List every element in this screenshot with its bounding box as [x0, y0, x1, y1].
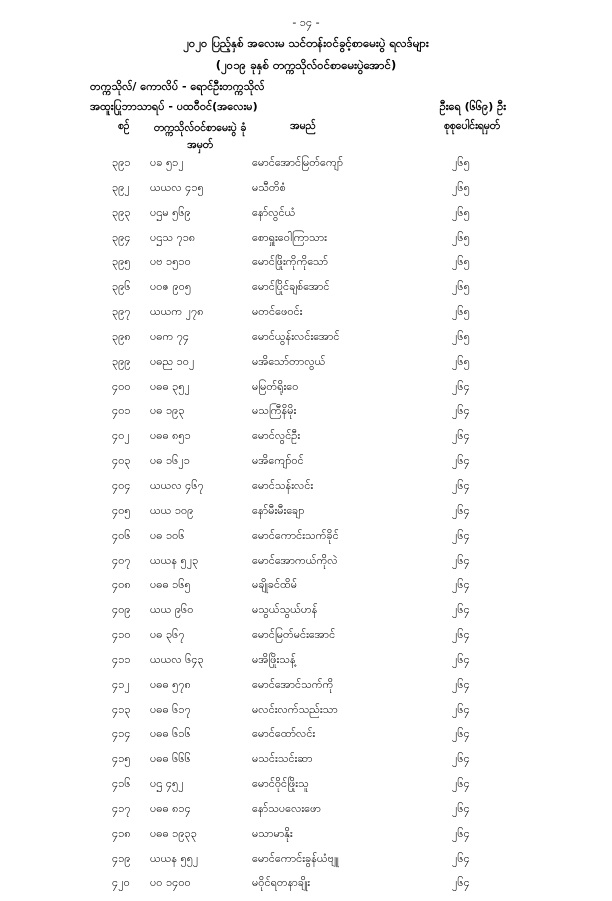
- row-number: ၄၁၉: [112, 851, 131, 865]
- table-row: [0, 703, 612, 728]
- row-subject: ၂၆၄: [452, 603, 470, 617]
- row-subject: ၂၆၄: [452, 826, 470, 840]
- table-row: [0, 678, 612, 703]
- row-subject: ၂၆၄: [452, 702, 470, 716]
- row-name: စောရှူးဝေါကြာသား: [252, 230, 327, 244]
- row-subject: ၂၆၅: [452, 230, 470, 244]
- row-code: ပဓဓ ၁၆၅: [150, 578, 191, 592]
- row-code: ပဓဓ ၆၁၇: [150, 702, 191, 716]
- row-code: ယယလ ၄၁၅: [150, 180, 204, 194]
- row-name: မလင်းလက်သည်းသာ: [252, 702, 338, 716]
- table-row: [0, 554, 612, 579]
- row-code: ပဓဓ ၈၁၄: [150, 801, 191, 815]
- row-subject: ၂၆၄: [452, 429, 470, 443]
- row-name: မချိုခင်ထိမ်: [252, 578, 297, 592]
- table-row: [0, 727, 612, 752]
- university-label: တက္ကသိုလ်/ ကောလိပ် - ရောင်ဦးတက္ကသိုလ်: [90, 80, 265, 93]
- row-number: ၄၀၀: [112, 379, 131, 393]
- row-code: ပဌ ၄၅၂: [150, 777, 184, 791]
- row-name: မအိသော်တာလွယ်: [252, 354, 326, 368]
- row-number: ၄၀၃: [112, 454, 131, 468]
- row-name: မသင်းသင်းဆာ: [252, 752, 313, 766]
- row-number: ၃၉၃: [112, 205, 131, 219]
- row-code: ပဓဓ ၆၁၆: [150, 727, 191, 741]
- row-number: ၄၀၆: [112, 528, 131, 542]
- row-code: ပဓဓ ၆၆၆: [150, 752, 191, 766]
- row-number: ၃၉၂: [112, 180, 130, 194]
- row-subject: ၂၆၅: [452, 156, 470, 169]
- row-number: ၄၁၃: [112, 702, 131, 716]
- table-row: [0, 280, 612, 305]
- header-no: စဉ်: [118, 120, 130, 132]
- table-row: [0, 802, 612, 827]
- table-row: [0, 777, 612, 802]
- table-row: [0, 504, 612, 529]
- row-name: နော်လွင်ယံ: [252, 205, 296, 219]
- row-code: ပဓည ၁၀၂: [150, 354, 195, 368]
- row-code: ယယလ ၆၄၃: [150, 652, 204, 666]
- row-subject: ၂၆၄: [452, 876, 470, 890]
- row-subject: ၂၆၄: [452, 454, 470, 468]
- row-name: မောင်ဝိုင်ဖြိုးသူ: [252, 777, 309, 791]
- row-subject: ၂၆၄: [452, 528, 470, 542]
- row-number: ၃၉၅: [112, 255, 131, 269]
- row-subject: ၂၆၄: [452, 553, 470, 567]
- row-number: ၄၁၂: [112, 677, 130, 691]
- row-name: မောင်လွင်ဦး: [252, 429, 301, 443]
- row-name: မသာမာနိုး: [252, 826, 293, 840]
- table-row: [0, 355, 612, 380]
- table-row: [0, 206, 612, 231]
- header-subject: စုစုပေါင်းရမှတ်: [443, 120, 500, 132]
- row-code: ပဓ ၁၉၃: [150, 404, 185, 418]
- row-number: ၃၉၆: [112, 280, 131, 294]
- row-name: မအိဖြိုးသန့်: [252, 652, 296, 666]
- document-subtitle: (၂၀၁၉ ခုနှစ် တက္ကသိုလ်ဝင်စာမေးပွဲအောင်): [215, 58, 397, 72]
- row-name: မသီတိစံ: [252, 180, 286, 194]
- row-name: မောင်အောင်သက်ကို: [252, 677, 334, 691]
- table-row: [0, 653, 612, 678]
- row-name: မသကြီနိမိုး: [252, 404, 297, 418]
- row-subject: ၂၆၄: [452, 851, 470, 865]
- row-code: ပဓ ၁၀၆: [150, 528, 185, 542]
- row-code: ပဓက ၇၄: [150, 329, 190, 343]
- row-subject: ၂၆၄: [452, 777, 470, 791]
- row-subject: ၂၆၄: [452, 578, 470, 592]
- row-name: နော်သပလေးဖော: [252, 801, 321, 815]
- header-name: အမည်: [290, 120, 316, 132]
- row-subject: ၂၆၄: [452, 652, 470, 666]
- row-code: ပခ ၅၁၂: [150, 156, 184, 169]
- row-name: မသွယ်သွယ်ဟန်: [252, 603, 318, 617]
- row-subject: ၂၆၄: [452, 478, 470, 492]
- row-name: မောင်ဖြိုးကိုကိုသော်: [252, 255, 329, 269]
- row-number: ၃၉၇: [112, 305, 131, 319]
- row-subject: ၂၆၄: [452, 752, 470, 766]
- row-subject: ၂၆၄: [452, 727, 470, 741]
- row-name: မောင်အောင်မြတ်ကျော်: [252, 156, 343, 169]
- row-code: ယယန ၅၅၂: [150, 851, 199, 865]
- table-row: [0, 628, 612, 653]
- row-number: ၃၉၁: [112, 156, 131, 169]
- table-row: [0, 305, 612, 330]
- row-name: မောင်ထော်လင်း: [252, 727, 316, 741]
- table-row: [0, 454, 612, 479]
- row-number: ၄၁၆: [112, 777, 131, 791]
- table-row: [0, 752, 612, 777]
- row-code: ယယန ၅၂၃: [150, 553, 199, 567]
- row-number: ၄၁၁: [112, 652, 131, 666]
- row-code: ယယ ၁၀၉: [150, 503, 194, 517]
- page-number: - ၁၄ -: [292, 16, 320, 29]
- row-name: မောင်ကောင်းသက်ခိုင်: [252, 528, 339, 542]
- row-subject: ၂၆၅: [452, 205, 470, 219]
- document-title: ၂၀၂၀ ပြည့်နှစ် အလေးမ သင်တန်းဝင်ခွင့်စာမေးပွဲ ရလဒ်များ: [183, 36, 429, 50]
- row-subject: ၂၆၄: [452, 628, 470, 642]
- row-subject: ၂၆၅: [452, 329, 470, 343]
- row-code: ပဓ ၁၆၂၁: [150, 454, 190, 468]
- row-subject: ၂၆၄: [452, 404, 470, 418]
- row-name: မောင်ယွန်းလင်းအောင်: [252, 329, 340, 343]
- results-table: [0, 156, 612, 901]
- header-code: တက္ကသိုလ်ဝင်စာမေးပွဲ ခုံအမှတ်: [153, 122, 247, 151]
- table-row: [0, 852, 612, 877]
- row-code: ယယ ၉၆၀: [150, 603, 194, 617]
- row-code: ပဓဓ ၈၅၁: [150, 429, 191, 443]
- row-code: ပဓ ၃၆၇: [150, 628, 185, 642]
- row-code: ပဓဓ ၁၉၃၃: [150, 826, 197, 840]
- table-row: [0, 330, 612, 355]
- row-name: မအိကျော်ဝင်: [252, 454, 304, 468]
- table-row: [0, 255, 612, 280]
- row-code: ပဌသ ၇၁၈: [150, 230, 196, 244]
- row-number: ၄၀၈: [112, 578, 131, 592]
- row-name: မောင်ကောင်းခွန်ယံဗျူ: [252, 851, 339, 865]
- table-row: [0, 578, 612, 603]
- row-subject: ၂၆၅: [452, 180, 470, 194]
- row-subject: ၂၆၅: [452, 280, 470, 294]
- table-row: [0, 603, 612, 628]
- row-name: မဝိုင်ရတနာချိုး: [252, 876, 311, 890]
- table-row: [0, 876, 612, 901]
- row-number: ၃၉၄: [112, 230, 131, 244]
- table-row: [0, 181, 612, 206]
- row-subject: ၂၆၄: [452, 379, 470, 393]
- row-code: ပဓဓ ၅၇၈: [150, 677, 191, 691]
- row-number: ၄၀၉: [112, 603, 131, 617]
- row-number: ၄၀၂: [112, 429, 130, 443]
- row-code: ယယလ ၄၆၇: [150, 478, 204, 492]
- row-number: ၄၁၄: [112, 727, 131, 741]
- row-code: ပဓဓ ၃၅၂: [150, 379, 190, 393]
- row-code: ပဌမ ၅၆၉: [150, 205, 191, 219]
- table-row: [0, 380, 612, 405]
- row-number: ၄၀၅: [112, 503, 131, 517]
- table-row: [0, 404, 612, 429]
- table-row: [0, 529, 612, 554]
- row-subject: ၂၆၄: [452, 801, 470, 815]
- row-code: ပဝဇ ၉၀၅: [150, 280, 192, 294]
- row-code: ပဗ ၁၅၁၀: [150, 255, 191, 269]
- row-name: မမြတ်ရိုးဝေ: [252, 379, 299, 393]
- row-subject: ၂၆၅: [452, 354, 470, 368]
- table-row: [0, 231, 612, 256]
- row-subject: ၂၆၄: [452, 503, 470, 517]
- row-subject: ၂၆၅: [452, 255, 470, 269]
- table-row: [0, 429, 612, 454]
- row-code: ယယက ၂၇၈: [150, 305, 204, 319]
- row-number: ၄၁၈: [112, 826, 131, 840]
- row-name: နော်မီးမီးချော: [252, 503, 305, 517]
- row-number: ၄၂၀: [112, 876, 130, 890]
- row-subject: ၂၆၅: [452, 305, 470, 319]
- table-row: [0, 827, 612, 852]
- row-name: မောင်မြတ်မင်းအောင်: [252, 628, 336, 642]
- row-name: မောင်အောကယ်ကိုလဲ: [252, 553, 338, 567]
- row-number: ၃၉၉: [112, 354, 131, 368]
- row-name: မတင်ဖေဝင်း: [252, 305, 303, 319]
- row-number: ၃၉၈: [112, 329, 131, 343]
- table-row: [0, 156, 612, 181]
- row-number: ၄၁၅: [112, 752, 131, 766]
- count-label: ဦးရေ (၆၆၉) ဦး: [439, 100, 506, 113]
- course-label: အထူးပြုဘာသာရပ် - ပထဝီဝင်(အလေးမ): [90, 100, 258, 113]
- row-number: ၄၁၇: [112, 801, 131, 815]
- row-code: ပဝ ၁၄၀၀: [150, 876, 191, 890]
- table-row: [0, 479, 612, 504]
- row-subject: ၂၆၄: [452, 677, 470, 691]
- row-name: မောင်သန်းလင်း: [252, 478, 314, 492]
- row-name: မောင်ပြိုင်ချစ်အောင်: [252, 280, 330, 294]
- row-number: ၄၀၄: [112, 478, 131, 492]
- row-number: ၄၀၁: [112, 404, 131, 418]
- row-number: ၄၀၇: [112, 553, 131, 567]
- row-number: ၄၁၀: [112, 628, 131, 642]
